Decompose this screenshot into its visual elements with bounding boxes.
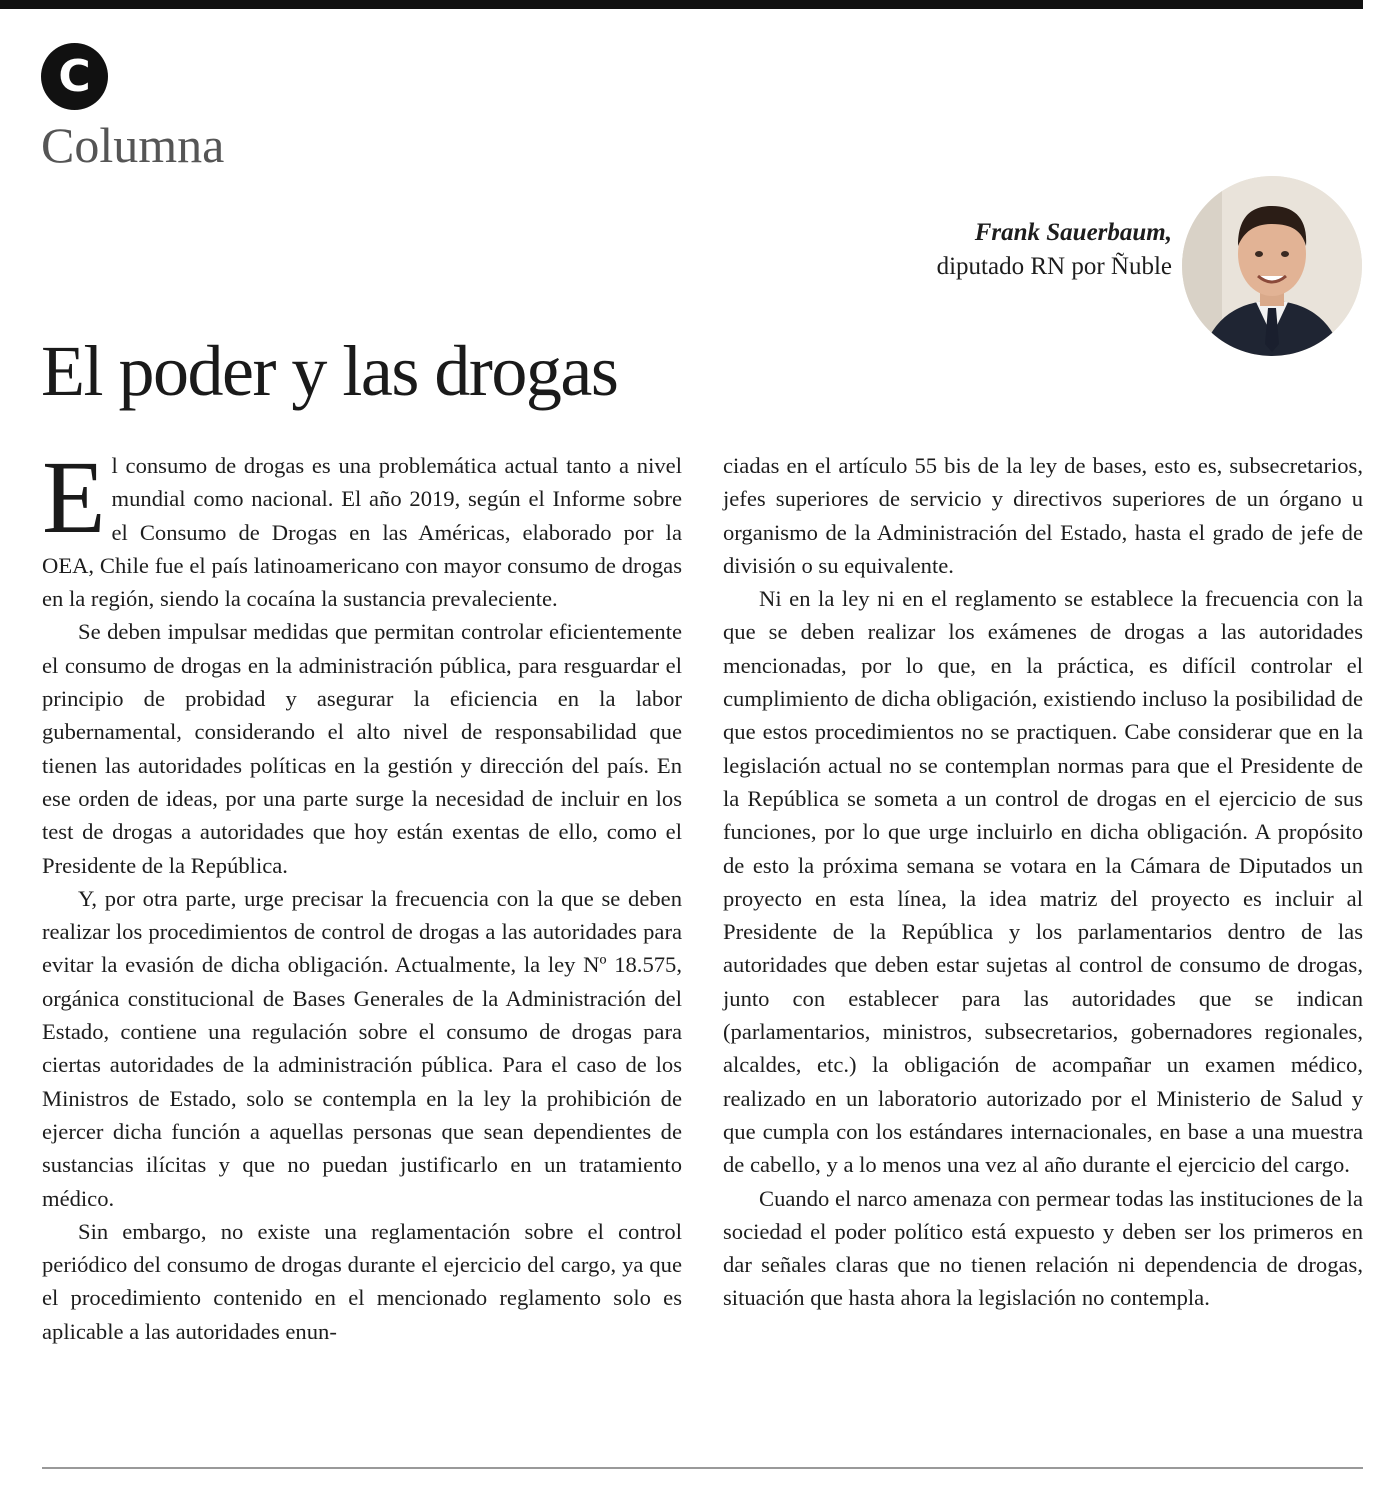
- author-photo: [1182, 176, 1362, 356]
- author-portrait-icon: [1182, 176, 1362, 356]
- section-label: Columna: [41, 117, 225, 173]
- author-byline: [937, 216, 1172, 284]
- author-role: diputado RN por Ñuble: [936, 253, 1172, 280]
- paragraph-text: l consumo de drogas es una problemática actual tanto a nivel mundial como nacional. El año 2019, según el Informe sobre el Consumo de Drogas en las Américas, elaborado por la OEA, Chile fue el país latinoamericano con mayor consumo de drogas en la región, siendo la cocaína la sustancia prevaleciente.: [42, 453, 682, 612]
- article-paragraph: Se deben impulsar medidas que permitan controlar eficientemente el consumo de drogas en la administración pública, para resguardar el principio de probidad y asegurar la eficiencia en la labor gubernamental, considerando el alto nivel de responsabilidad que tienen las autoridades políticas en la gestión y dirección del país. En ese orden de ideas, por una parte surge la necesidad de incluir en los test de drogas a autoridades que hoy están exentas de ello, como el Presidente de la República.: [42, 619, 682, 878]
- section-badge: C: [41, 43, 108, 110]
- article-paragraph: Sin embargo, no existe una reglamentación sobre el control periódico del consumo de drogas durante el ejercicio del cargo, ya que el procedimiento contenido en el mencionado reglamento solo es aplicable a las autoridades enun-: [42, 1218, 682, 1344]
- bottom-rule: [42, 1467, 1363, 1469]
- article-column-right: [723, 449, 1363, 1315]
- article-paragraph: Y, por otra parte, urge precisar la frecuencia con la que se deben realizar los procedimientos de control de drogas a las autoridades para evitar la evasión de dicha obligación. Actualmente, la ley Nº 18.575, orgánica constitucional de Bases Generales de la Administración del Estado, contiene una regulación sobre el consumo de drogas para ciertas autoridades de la administración pública. Para el caso de los Ministros de Estado, solo se contempla en la ley la prohibición de ejercer dicha función a aquellas personas que sean dependientes de sustancias ilícitas y que no puedan justificarlo en un tratamiento médico.: [42, 885, 682, 1211]
- article-paragraph: [42, 440, 682, 615]
- article-paragraph: Cuando el narco amenaza con permear todas las instituciones de la sociedad el poder político está expuesto y deben ser los primeros en dar señales claras que no tienen relación ni dependencia de drogas, situación que hasta ahora la legislación no contempla.: [723, 1185, 1363, 1311]
- author-name: Frank Sauerbaum,: [974, 219, 1172, 246]
- article-column-left: [42, 440, 682, 1348]
- article-paragraph: ciadas en el artículo 55 bis de la ley de bases, esto es, subsecretarios, jefes superiores de servicio y directivos superiores de un órgano u organismo de la Administración del Estado, hasta el grado de jefe de división o su equivalente.: [723, 453, 1363, 578]
- article-title: El poder y las drogas: [41, 331, 618, 411]
- top-rule: [0, 0, 1363, 9]
- article-paragraph: Ni en la ley ni en el reglamento se establece la frecuencia con la que se deben realizar los exámenes de drogas a las autoridades mencionadas, por lo que, en la práctica, es difícil controlar el cumplimiento de dicha obligación, existiendo incluso la posibilidad de que estos procedimientos no se practiquen. Cabe considerar que en la legislación actual no se contemplan normas para que el Presidente de la República se someta a un control de drogas en el ejercicio de sus funciones, por lo que urge incluirlo en dicha obligación. A propósito de esto la próxima semana se votara en la Cámara de Diputados un proyecto en esta línea, la idea matriz del proyecto es incluir al Presidente de la República y los parlamentarios dentro de las autoridades que deben estar sujetas al control de consumo de drogas, junto con establecer para las autoridades que se indican (parlamentarios, ministros, subsecretarios, gobernadores regionales, alcaldes, etc.) la obligación de acompañar un examen médico, realizado en un laboratorio autorizado por el Ministerio de Salud y que cumpla con los estándares internacionales, en base a una muestra de cabello, y a lo menos una vez al año durante el ejercicio del cargo.: [723, 586, 1363, 1178]
- drop-cap: E: [42, 440, 106, 555]
